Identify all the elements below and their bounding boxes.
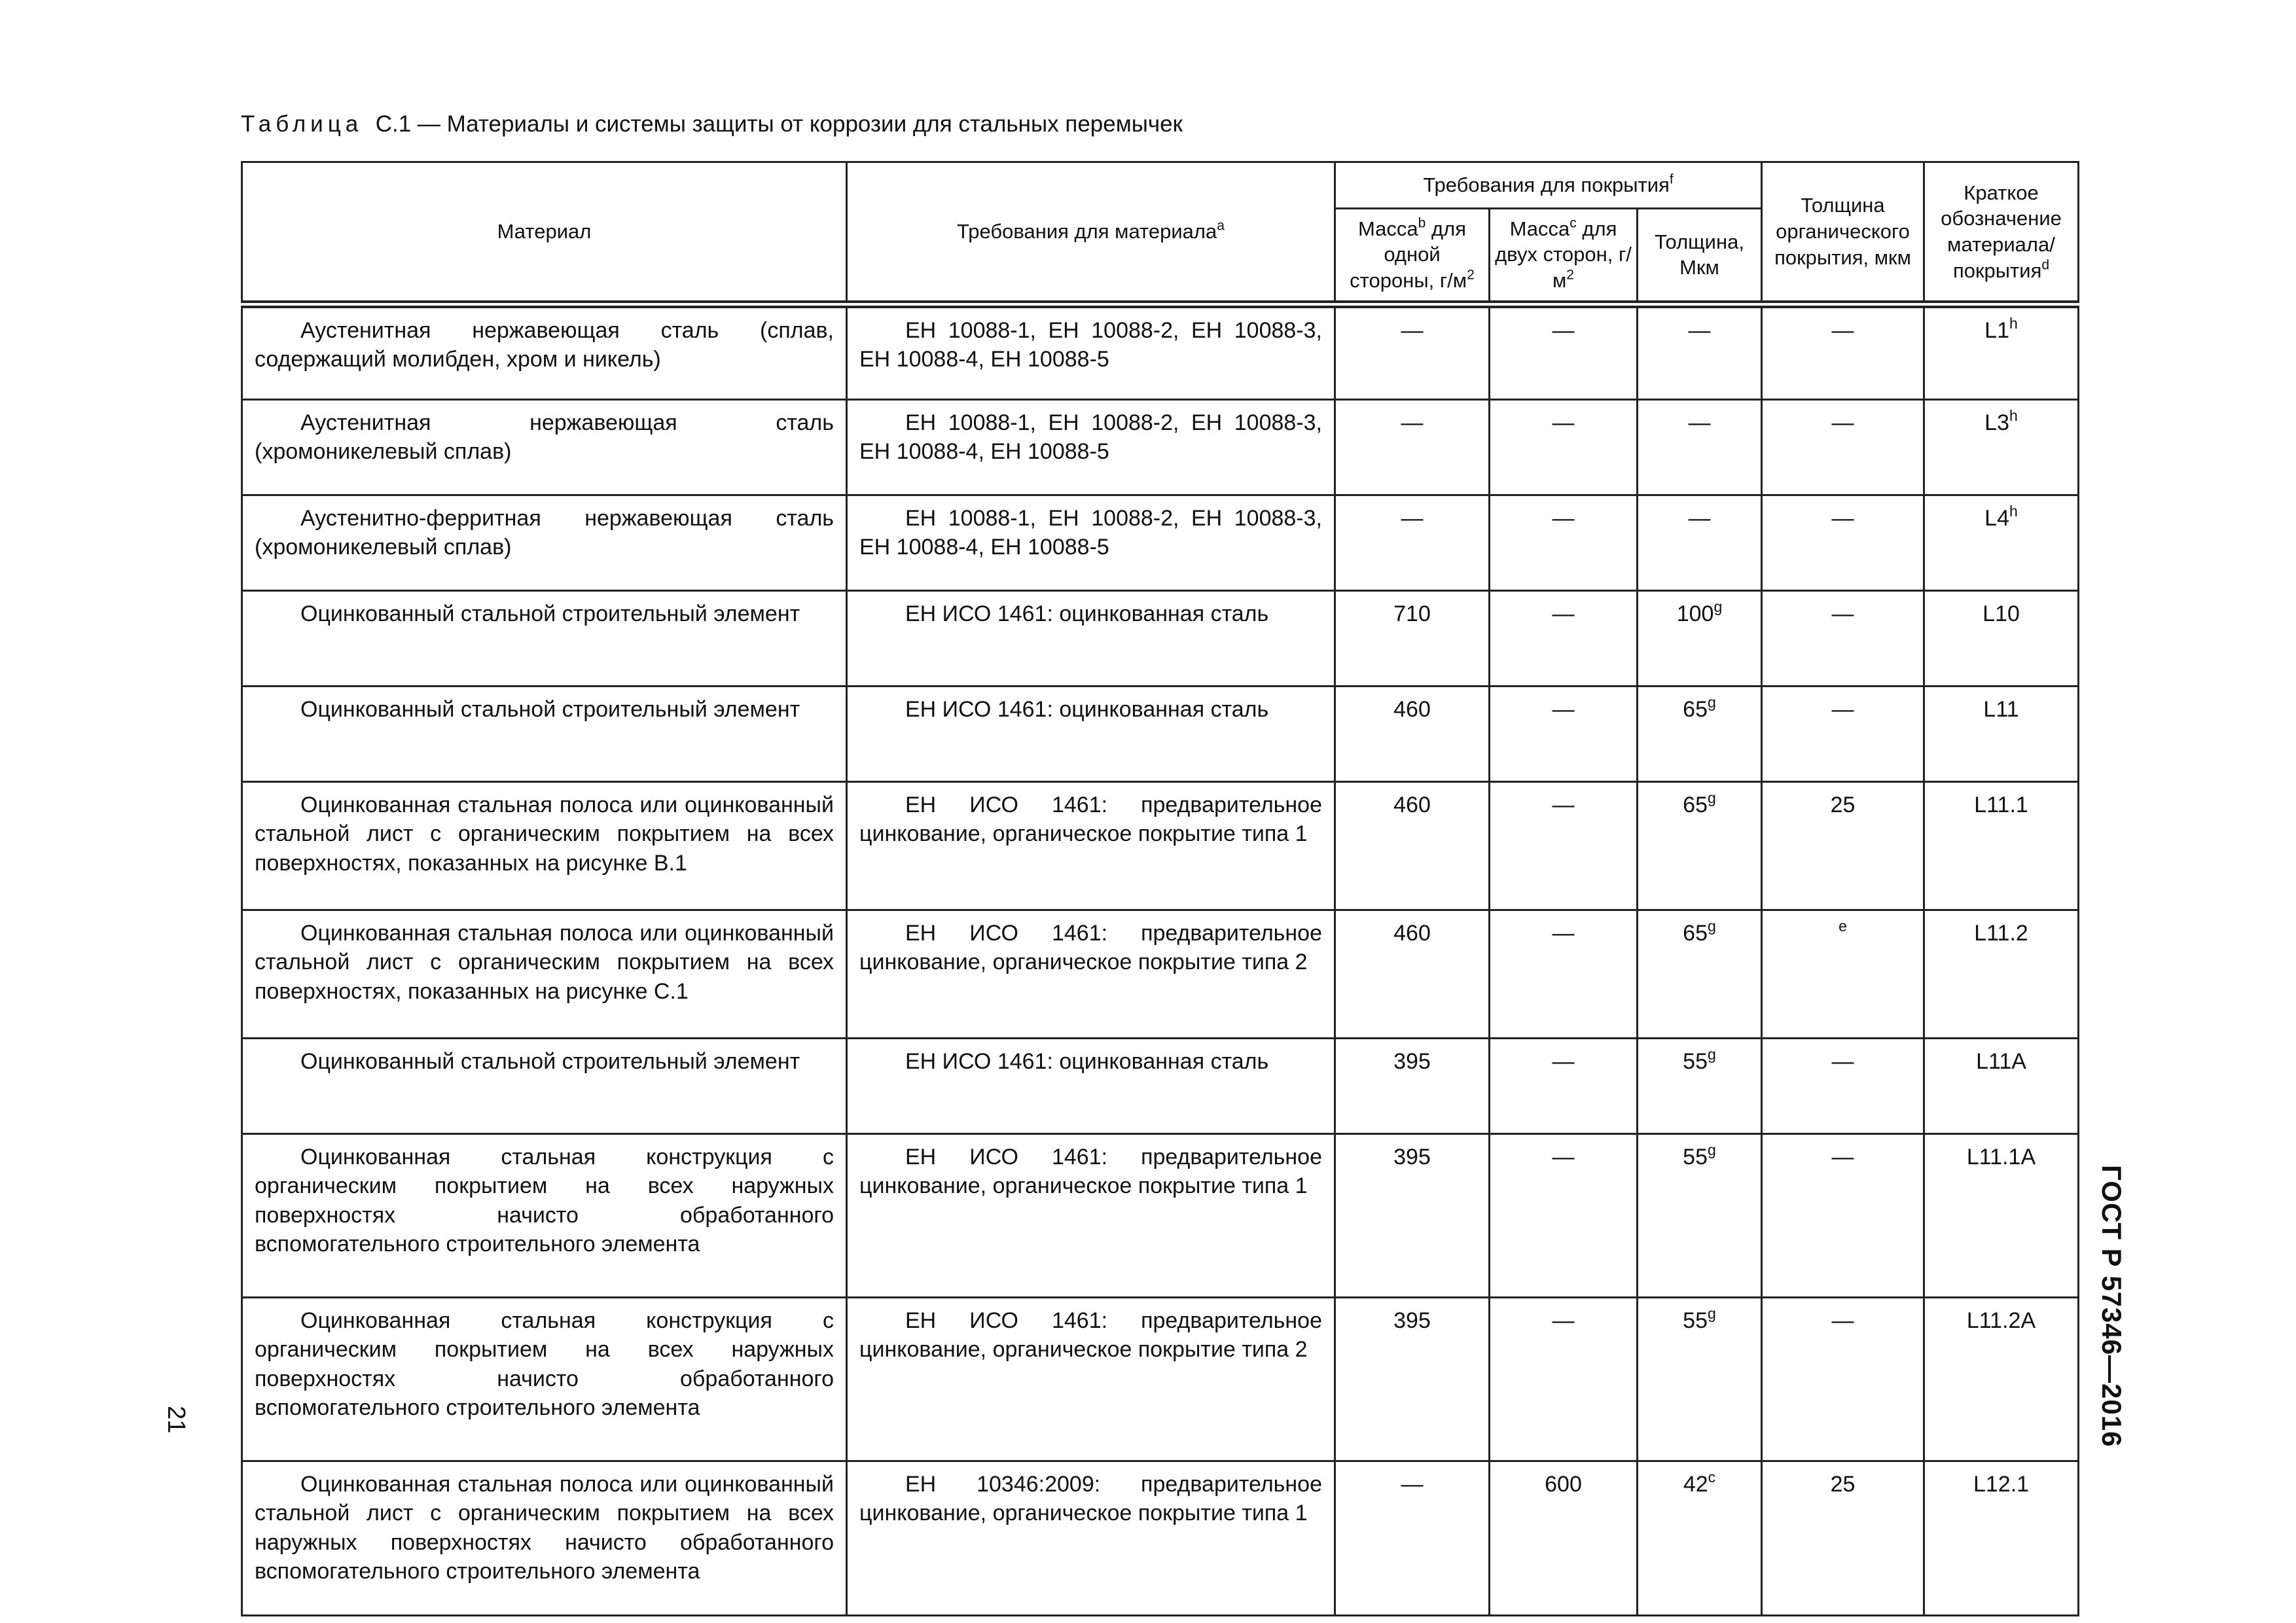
thickness-cell: 65$^g$: [1638, 910, 1762, 1039]
mass-two-sides-cell: —: [1490, 1039, 1638, 1134]
footnote-mark: g: [1713, 598, 1723, 616]
designation-cell: L4$^h$: [1924, 495, 2079, 591]
requirements-cell: ЕН ИСО 1461: предварительное цинкование, органическое покрытие типа 1: [847, 782, 1335, 910]
table-row: [242, 1039, 2079, 1134]
mass-two-sides-cell: 600: [1490, 1461, 1638, 1616]
material-cell: Аустенитная нержавеющая сталь (сплав, содержащий молибден, хром и никель): [242, 304, 847, 400]
material-cell: Оцинкованный стальной строительный элемент: [242, 1039, 847, 1134]
header-mass-one-side: Масса$^b$ для одной стороны, $г/м^2$: [1335, 208, 1490, 304]
mass-two-sides-cell: —: [1490, 1298, 1638, 1461]
footnote-mark: c: [1708, 1469, 1716, 1486]
organic-thickness-cell: —: [1762, 304, 1924, 400]
requirements-cell: ЕН 10088-1, ЕН 10088-2, ЕН 10088-3, ЕН 10088-4, ЕН 10088-5: [847, 400, 1335, 495]
footnote-mark: g: [1707, 694, 1716, 711]
requirements-cell: ЕН ИСО 1461: оцинкованная сталь: [847, 1039, 1335, 1134]
corrosion-protection-table: [241, 161, 2079, 1616]
organic-thickness-cell: [1762, 910, 1924, 1039]
designation-cell: L11A: [1924, 1039, 2079, 1134]
organic-thickness-cell: —: [1762, 400, 1924, 495]
designation-cell: L11: [1924, 687, 2079, 782]
mass-one-side-cell: 395: [1335, 1134, 1490, 1298]
mass-two-sides-cell: —: [1490, 304, 1638, 400]
material-cell: Оцинкованный стальной строительный элемент: [242, 687, 847, 782]
footnote-mark: g: [1707, 789, 1716, 807]
thickness-cell: —: [1638, 304, 1762, 400]
mass-two-sides-cell: —: [1490, 910, 1638, 1039]
designation-cell: L12.1: [1924, 1461, 2079, 1616]
table-caption-label: Таблица: [241, 111, 363, 137]
thickness-cell: 55$^g$: [1638, 1134, 1762, 1298]
header-organic-thickness: Толщина органического покрытия, мкм: [1762, 162, 1924, 304]
mass-two-sides-cell: —: [1490, 591, 1638, 687]
material-cell: Оцинкованный стальной строительный элемент: [242, 591, 847, 687]
requirements-cell: ЕН 10346:2009: предварительное цинкование, органическое покрытие типа 1: [847, 1461, 1335, 1616]
material-cell: Аустенитно-ферритная нержавеющая сталь (хромоникелевый сплав): [242, 495, 847, 591]
designation-cell: L11.1: [1924, 782, 2079, 910]
table-row: [242, 591, 2079, 687]
designation-cell: L10: [1924, 591, 2079, 687]
requirements-cell: ЕН 10088-1, ЕН 10088-2, ЕН 10088-3, ЕН 10088-4, ЕН 10088-5: [847, 304, 1335, 400]
organic-thickness-cell: —: [1762, 1134, 1924, 1298]
mass-two-sides-cell: —: [1490, 782, 1638, 910]
organic-thickness-cell: 25: [1762, 782, 1924, 910]
header-coating-requirements: Требования для покрытия$^f$: [1335, 162, 1762, 209]
footnote-mark: e: [1839, 918, 1847, 935]
material-cell: Оцинкованная стальная полоса или оцинкованный стальной лист с органическим покрытием на всех поверхностях, показанных на рисунке С.1: [242, 910, 847, 1039]
requirements-cell: ЕН 10088-1, ЕН 10088-2, ЕН 10088-3, ЕН 10088-4, ЕН 10088-5: [847, 495, 1335, 591]
material-cell: Оцинкованная стальная конструкция с органическим покрытием на всех наружных поверхностях начисто обработанного вспомогательного строительного элемента: [242, 1298, 847, 1461]
mass-one-side-cell: —: [1335, 495, 1490, 591]
footnote-mark: g: [1707, 1305, 1716, 1323]
table-row: [242, 1298, 2079, 1461]
footnote-mark: h: [2009, 407, 2018, 425]
table-row: [242, 495, 2079, 591]
table-caption-text: С.1 — Материалы и системы защиты от коррозии для стальных перемычек: [375, 111, 1183, 137]
mass-one-side-cell: 710: [1335, 591, 1490, 687]
table-row: [242, 910, 2079, 1039]
organic-thickness-cell: —: [1762, 687, 1924, 782]
requirements-cell: ЕН ИСО 1461: оцинкованная сталь: [847, 687, 1335, 782]
thickness-cell: 65$^g$: [1638, 782, 1762, 910]
organic-thickness-cell: —: [1762, 495, 1924, 591]
requirements-cell: ЕН ИСО 1461: оцинкованная сталь: [847, 591, 1335, 687]
organic-thickness-cell: —: [1762, 1039, 1924, 1134]
footnote-mark: g: [1707, 1046, 1716, 1063]
thickness-cell: 65$^g$: [1638, 687, 1762, 782]
header-material: Материал: [242, 162, 847, 304]
table-row: [242, 400, 2079, 495]
mass-two-sides-cell: —: [1490, 1134, 1638, 1298]
footnote-mark: h: [2009, 314, 2018, 332]
footnote-mark: h: [2009, 503, 2018, 520]
footnote-mark: g: [1707, 918, 1716, 935]
thickness-cell: 55$^g$: [1638, 1298, 1762, 1461]
material-cell: Оцинкованная стальная конструкция с органическим покрытием на всех наружных поверхностях начисто обработанного вспомогательного строительного элемента: [242, 1134, 847, 1298]
organic-thickness-cell: 25: [1762, 1461, 1924, 1616]
table-row: [242, 1461, 2079, 1616]
thickness-cell: 55$^g$: [1638, 1039, 1762, 1134]
mass-two-sides-cell: —: [1490, 495, 1638, 591]
material-cell: Оцинкованная стальная полоса или оцинкованный стальной лист с органическим покрытием на всех поверхностях, показанных на рисунке В.1: [242, 782, 847, 910]
table-caption: [241, 111, 1183, 137]
mass-two-sides-cell: —: [1490, 400, 1638, 495]
standard-code: ГОСТ Р 57346—2016: [2096, 1165, 2127, 1448]
designation-cell: L1$^h$: [1924, 304, 2079, 400]
mass-one-side-cell: 460: [1335, 910, 1490, 1039]
table-row: [242, 304, 2079, 400]
designation-cell: L11.2A: [1924, 1298, 2079, 1461]
mass-one-side-cell: 395: [1335, 1298, 1490, 1461]
table-row: [242, 687, 2079, 782]
thickness-cell: —: [1638, 495, 1762, 591]
requirements-cell: ЕН ИСО 1461: предварительное цинкование, органическое покрытие типа 2: [847, 1298, 1335, 1461]
footnote-mark: f: [1669, 171, 1674, 187]
material-cell: Аустенитная нержавеющая сталь (хромоникелевый сплав): [242, 400, 847, 495]
organic-thickness-cell: —: [1762, 591, 1924, 687]
organic-thickness-cell: —: [1762, 1298, 1924, 1461]
designation-cell: L3$^h$: [1924, 400, 2079, 495]
mass-two-sides-cell: —: [1490, 687, 1638, 782]
mass-one-side-cell: —: [1335, 304, 1490, 400]
mass-one-side-cell: —: [1335, 1461, 1490, 1616]
mass-one-side-cell: —: [1335, 400, 1490, 495]
table-row: [242, 782, 2079, 910]
requirements-cell: ЕН ИСО 1461: предварительное цинкование, органическое покрытие типа 1: [847, 1134, 1335, 1298]
mass-one-side-cell: 395: [1335, 1039, 1490, 1134]
header-material-requirements: Требования для материала$^a$: [847, 162, 1335, 304]
thickness-cell: 100$^g$: [1638, 591, 1762, 687]
requirements-cell: ЕН ИСО 1461: предварительное цинкование, органическое покрытие типа 2: [847, 910, 1335, 1039]
footnote-mark: d: [2041, 257, 2050, 272]
designation-cell: L11.2: [1924, 910, 2079, 1039]
thickness-cell: 42$^c$: [1638, 1461, 1762, 1616]
mass-one-side-cell: 460: [1335, 687, 1490, 782]
header-mass-two-sides: Масса$^c$ для двух сторон, $г/м^2$: [1490, 208, 1638, 304]
material-cell: Оцинкованная стальная полоса или оцинкованный стальной лист с органическим покрытием на всех наружных поверхностях начисто обработанного вспомогательного строительного элемента: [242, 1461, 847, 1616]
mass-one-side-cell: 460: [1335, 782, 1490, 910]
header-designation: Краткое обозначение материала/покрытия$^d$: [1924, 162, 2079, 304]
footnote-mark: g: [1707, 1141, 1716, 1159]
table-body: [242, 304, 2079, 1616]
table-row: [242, 1134, 2079, 1298]
header-thickness: Толщина, Мкм: [1638, 208, 1762, 304]
thickness-cell: —: [1638, 400, 1762, 495]
designation-cell: L11.1A: [1924, 1134, 2079, 1298]
page-number: 21: [162, 1406, 190, 1434]
footnote-mark: a: [1217, 218, 1225, 234]
